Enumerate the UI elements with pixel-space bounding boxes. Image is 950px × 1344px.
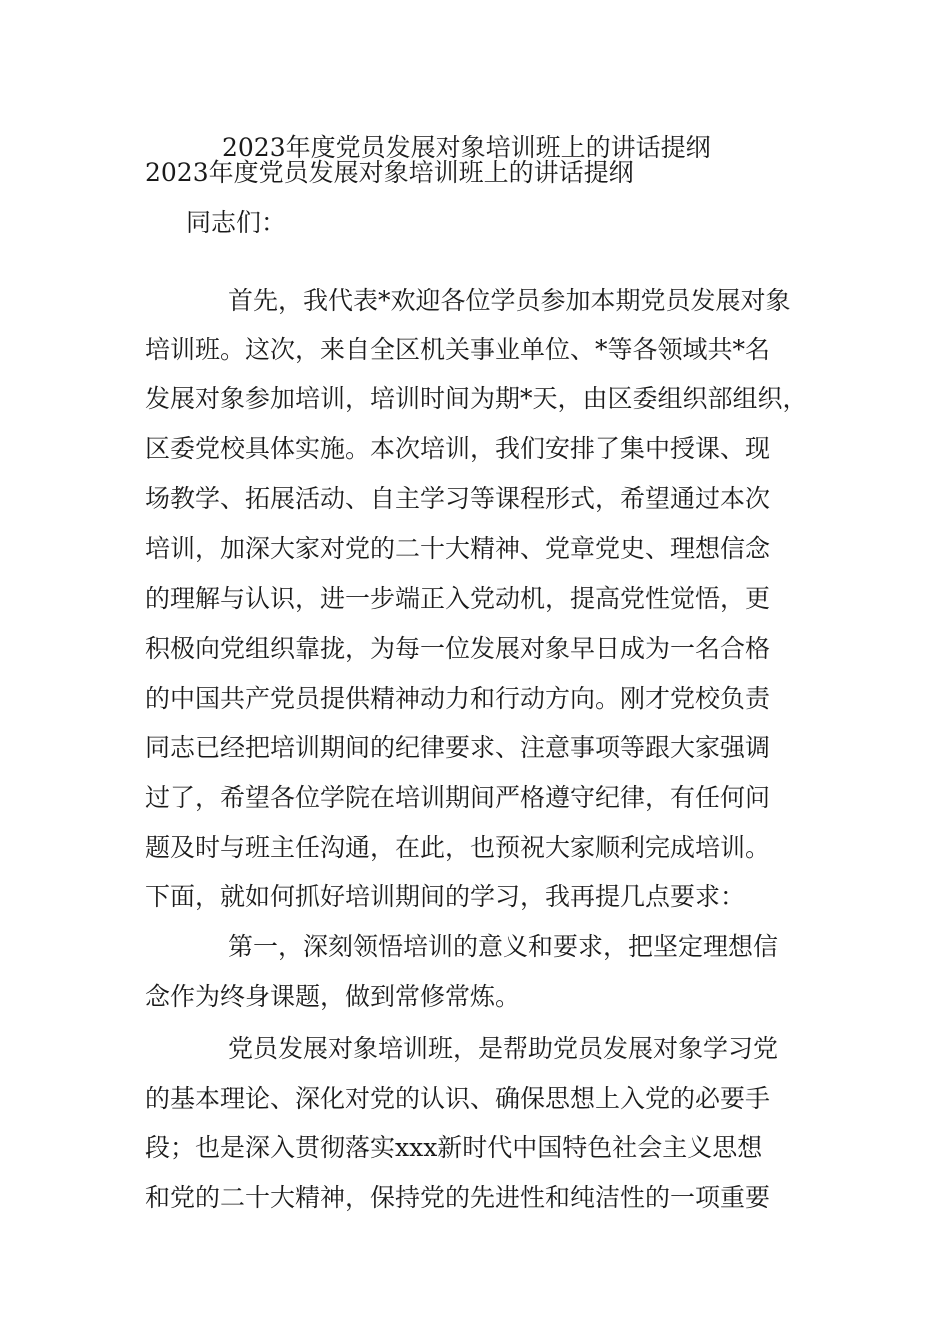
- paragraph-line: 发展对象参加培训，培训时间为期*天，由区委组织部组织，: [145, 384, 808, 413]
- paragraph-line: 的基本理论、深化对党的认识、确保思想上入党的必要手: [145, 1084, 771, 1113]
- paragraph-line: 培训，加深大家对党的二十大精神、党章党史、理想信念: [145, 534, 771, 563]
- paragraph-line: 念作为终身课题，做到常修常炼。: [145, 982, 521, 1011]
- salutation: 同志们：: [186, 208, 287, 237]
- document-title: 2023年度党员发展对象培训班上的讲话提纲: [222, 133, 711, 162]
- paragraph-line: 党员发展对象培训班，是帮助党员发展对象学习党: [228, 1034, 779, 1063]
- paragraph-line: 场教学、拓展活动、自主学习等课程形式，希望通过本次: [145, 484, 771, 513]
- paragraph-line: 第一，深刻领悟培训的意义和要求，把坚定理想信: [228, 932, 779, 961]
- paragraph-line: 首先，我代表*欢迎各位学员参加本期党员发展对象: [228, 286, 791, 315]
- paragraph-line: 题及时与班主任沟通，在此，也预祝大家顺利完成培训。: [145, 833, 771, 862]
- paragraph-line: 段；也是深入贯彻落实xxx新时代中国特色社会主义思想: [145, 1133, 763, 1162]
- paragraph-line: 的理解与认识，进一步端正入党动机，提高党性觉悟，更: [145, 584, 771, 613]
- paragraph-line: 培训班。这次，来自全区机关事业单位、*等各领域共*名: [145, 335, 771, 364]
- paragraph-line: 同志已经把培训期间的纪律要求、注意事项等跟大家强调: [145, 733, 771, 762]
- paragraph-line: 的中国共产党员提供精神动力和行动方向。刚才党校负责: [145, 684, 771, 713]
- paragraph-line: 下面，就如何抓好培训期间的学习，我再提几点要求：: [145, 882, 746, 911]
- paragraph-line: 过了，希望各位学院在培训期间严格遵守纪律，有任何问: [145, 783, 771, 812]
- paragraph-line: 区委党校具体实施。本次培训，我们安排了集中授课、现: [145, 434, 771, 463]
- paragraph-line: 积极向党组织靠拢，为每一位发展对象早日成为一名合格: [145, 634, 771, 663]
- document-subtitle: 2023年度党员发展对象培训班上的讲话提纲: [145, 158, 634, 187]
- paragraph-line: 和党的二十大精神，保持党的先进性和纯洁性的一项重要: [145, 1183, 771, 1212]
